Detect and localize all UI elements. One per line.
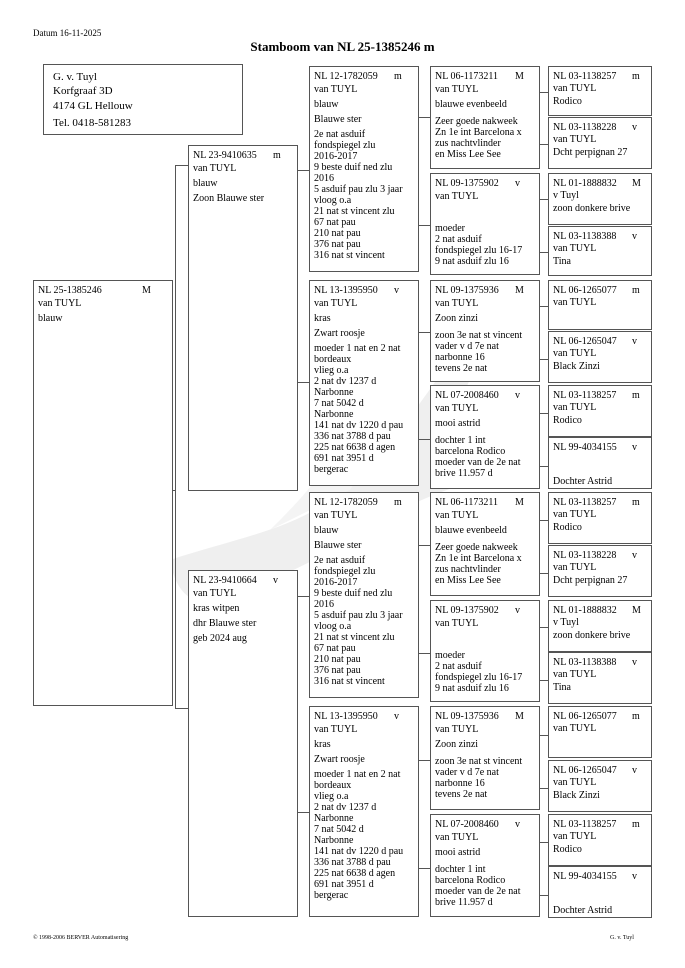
detail-line: van TUYL [553,831,597,842]
detail-line: dhr Blauwe ster [193,618,257,629]
note-line: 2e nat asduif [314,129,366,140]
note-line: 376 nat pau [314,665,361,676]
pigeon-details [553,190,630,216]
note-line: 9 nat asduif zlu 16 [435,683,509,694]
ring-number: NL 06-1265077 [553,711,617,722]
ring-number: NL 25-1385246 [38,285,102,296]
detail-line: van TUYL [553,669,597,680]
note-line: 67 nat pau [314,643,356,654]
sex-marker: v [632,550,637,561]
note-line: 67 nat pau [314,217,356,228]
sex-marker: m [632,819,640,830]
note-line: Narbonne [314,813,354,824]
note-line: 2 nat asduif [435,661,482,672]
pigeon-card-g3g [430,706,540,810]
note-line: zus nachtvlinder [435,138,501,149]
detail-line: van TUYL [553,134,597,145]
sex-marker: m [632,390,640,401]
detail-line: geb 2024 aug [193,633,247,644]
note-line: 5 asduif pau zlu 3 jaar [314,184,403,195]
note-line: moeder [435,223,465,234]
ring-number: NL 03-1138228 [553,122,617,133]
sex-marker: m [394,497,402,508]
note-line: 7 nat 5042 d [314,824,364,835]
ring-number: NL 09-1375902 [435,605,499,616]
detail-line: blauw [314,525,339,536]
ring-number: NL 03-1138257 [553,819,617,830]
pigeon-details [553,402,596,428]
sex-marker: v [632,442,637,453]
note-line: moeder 1 nat en 2 nat [314,769,401,780]
sex-marker: v [632,657,637,668]
sex-marker: m [632,71,640,82]
owner-street: Korfgraaf 3D [53,85,113,97]
sex-marker: m [273,150,281,161]
detail-line: Rodico [553,844,582,855]
ring-number: NL 06-1265077 [553,285,617,296]
pigeon-card-g3f [430,600,540,702]
note-line: 21 nat st vincent zlu [314,632,395,643]
detail-line: blauwe evenbeeld [435,99,507,110]
ring-number: NL 03-1138257 [553,71,617,82]
detail-line: van TUYL [553,562,597,573]
note-line: 225 nat 6638 d agen [314,868,396,879]
detail-line: blauwe evenbeeld [435,525,507,536]
note-line: brive 11.957 d [435,468,493,479]
ring-number: NL 09-1375936 [435,711,499,722]
note-line: bergerac [314,890,349,901]
ring-number: NL 07-2008460 [435,819,499,830]
note-line: bordeaux [314,780,352,791]
performance-notes [435,756,522,800]
note-line: 336 nat 3788 d pau [314,431,391,442]
pigeon-details [553,83,596,109]
detail-line: zoon donkere brive [553,203,631,214]
note-line: 141 nat dv 1220 d pau [314,420,404,431]
note-line: narbonne 16 [435,352,485,363]
detail-line: Black Zinzi [553,361,600,372]
ring-number: NL 06-1173211 [435,497,499,508]
ring-number: NL 03-1138257 [553,497,617,508]
sex-marker: m [632,711,640,722]
note-line: fondspiegel zlu 16-17 [435,245,523,256]
detail-line: blauw [38,313,63,324]
detail-line: van TUYL [553,509,597,520]
pigeon-details [314,84,362,129]
note-line: Zn 1e int Barcelona x [435,127,522,138]
pigeon-details [435,724,478,754]
detail-line: Zwart roosje [314,328,365,339]
detail-line: Rodico [553,415,582,426]
ring-number: NL 06-1265047 [553,765,617,776]
ring-number: NL 03-1138388 [553,657,617,668]
sex-marker: v [515,605,520,616]
detail-line: van TUYL [435,724,479,735]
detail-line: blauw [314,99,339,110]
detail-line: Dcht perpignan 27 [553,575,628,586]
pigeon-card-g4k [548,600,652,652]
page-title: Stamboom van NL 25-1385246 m [250,39,435,54]
ring-number: NL 13-1395950 [314,285,378,296]
performance-notes [314,769,403,901]
detail-line: van TUYL [435,618,479,629]
note-line: 2 nat dv 1237 d [314,802,377,813]
footer-owner: G. v. Tuyl [610,935,634,941]
detail-line: van TUYL [435,191,479,202]
detail-line: Rodico [553,522,582,533]
detail-line: Dcht perpignan 27 [553,147,628,158]
sex-marker: v [632,122,637,133]
note-line: en Miss Lee See [435,575,501,586]
note-line: 316 nat st vincent [314,676,385,687]
pigeon-card-g4f [548,331,652,383]
performance-notes [553,476,612,487]
detail-line: mooi astrid [435,418,481,429]
detail-line: van TUYL [435,510,479,521]
note-line: 2 nat asduif [435,234,482,245]
note-line: moeder van de 2e nat [435,457,521,468]
detail-line: Zoon zinzi [435,739,479,750]
ring-number: NL 06-1173211 [435,71,499,82]
sex-marker: v [273,575,278,586]
performance-notes [314,343,403,475]
note-line: 2016 [314,599,334,610]
pigeon-details [435,298,478,328]
ring-number: NL 99-4034155 [553,871,617,882]
pigeon-details [38,298,81,328]
note-line: barcelona Rodico [435,875,506,886]
detail-line: van TUYL [435,84,479,95]
sex-marker: v [632,765,637,776]
pigeon-card-g3d [430,385,540,489]
pigeon-card-g4l [548,652,652,704]
note-line: vader v d 7e nat [435,767,499,778]
detail-line: van TUYL [193,163,237,174]
note-line: vlieg o.a [314,791,349,802]
pigeon-card-g4p [548,866,652,918]
performance-notes [435,864,521,908]
note-line: 336 nat 3788 d pau [314,857,391,868]
pigeon-card-g2a [309,66,419,272]
detail-line: van TUYL [553,243,597,254]
sex-marker: v [632,336,637,347]
performance-notes [435,330,522,374]
detail-line: Blauwe ster [314,540,362,551]
note-line: 7 nat 5042 d [314,398,364,409]
sex-marker: v [632,231,637,242]
detail-line: Rodico [553,96,582,107]
ring-number: NL 07-2008460 [435,390,499,401]
ring-number: NL 03-1138228 [553,550,617,561]
pigeon-details [435,84,507,114]
pigeon-details [553,669,596,695]
ring-number: NL 06-1265047 [553,336,617,347]
ring-number: NL 23-9410635 [193,150,257,161]
detail-line: van TUYL [553,83,597,94]
pigeon-card-g3c [430,280,540,382]
ring-number: NL 12-1782059 [314,71,378,82]
note-line: moeder [435,650,465,661]
note-line: dochter 1 int [435,864,486,875]
note-line: bergerac [314,464,349,475]
pigeon-details [553,243,596,269]
sex-marker: m [632,497,640,508]
detail-line: van TUYL [435,403,479,414]
pigeon-card-g4e [548,280,652,330]
note-line: vlieg o.a [314,365,349,376]
pigeon-card-g4g [548,385,652,437]
note-line: zoon 3e nat st vincent [435,330,523,341]
ring-number: NL 12-1782059 [314,497,378,508]
pigeon-card-g4d [548,226,652,276]
performance-notes [435,542,522,586]
note-line: 210 nat pau [314,228,361,239]
owner-phone: Tel. 0418-581283 [53,117,132,129]
detail-line: van TUYL [435,298,479,309]
note-line: 9 beste duif ned zlu [314,588,393,599]
ring-number: NL 13-1395950 [314,711,378,722]
pigeon-details [435,832,480,862]
note-line: vloog o.a [314,621,352,632]
pigeon-card-g2b [309,280,419,486]
pigeon-card-g4o [548,814,652,866]
sex-marker: m [632,285,640,296]
note-line: 2 nat dv 1237 d [314,376,377,387]
detail-line: kras witpen [193,603,240,614]
note-line: 21 nat st vincent zlu [314,206,395,217]
note-line: 141 nat dv 1220 d pau [314,846,404,857]
note-line: tevens 2e nat [435,363,488,374]
note-line: Narbonne [314,387,354,398]
pigeon-details [193,588,256,648]
note-line: 691 nat 3951 d [314,453,374,464]
pigeon-details [553,617,630,643]
note-line: dochter 1 int [435,435,486,446]
sex-marker: m [394,71,402,82]
sex-marker: v [394,285,399,296]
performance-notes [314,555,403,687]
note-line: zoon 3e nat st vincent [435,756,523,767]
print-date: Datum 16-11-2025 [33,28,102,38]
detail-line: zoon donkere brive [553,630,631,641]
pigeon-card-g1a [188,145,298,491]
sex-marker: v [632,871,637,882]
note-line: Dochter Astrid [553,476,613,487]
note-line: fondspiegel zlu [314,566,376,577]
sex-marker: v [515,390,520,401]
detail-line: Black Zinzi [553,790,600,801]
note-line: 691 nat 3951 d [314,879,374,890]
pigeon-details [553,348,600,374]
sex-marker: M [142,285,151,296]
note-line: 225 nat 6638 d agen [314,442,396,453]
ring-number: NL 03-1138388 [553,231,617,242]
note-line: moeder van de 2e nat [435,886,521,897]
owner-box [43,64,243,135]
detail-line: van TUYL [314,298,358,309]
pigeon-card-g3a [430,66,540,169]
performance-notes [435,223,522,267]
note-line: 2e nat asduif [314,555,366,566]
performance-notes [435,435,521,479]
pigeon-card-g3e [430,492,540,596]
detail-line: Blauwe ster [314,114,362,125]
note-line: en Miss Lee See [435,149,501,160]
note-line: zus nachtvlinder [435,564,501,575]
note-line: vader v d 7e nat [435,341,499,352]
detail-line: v Tuyl [553,617,579,628]
performance-notes [314,129,403,261]
pigeon-card-g4m [548,706,652,758]
sex-marker: M [515,285,524,296]
detail-line: Zoon zinzi [435,313,479,324]
owner-name: G. v. Tuyl [53,71,97,83]
pigeon-details [553,134,627,160]
detail-line: van TUYL [553,297,597,308]
note-line: fondspiegel zlu 16-17 [435,672,523,683]
pigeon-card-g4h [548,437,652,489]
note-line: Narbonne [314,835,354,846]
pigeon-card-g3h [430,814,540,917]
pigeon-details [553,297,596,310]
detail-line: mooi astrid [435,847,481,858]
note-line: fondspiegel zlu [314,140,376,151]
pigeon-details [553,509,596,535]
note-line: tevens 2e nat [435,789,488,800]
note-line: 376 nat pau [314,239,361,250]
detail-line: van TUYL [553,348,597,359]
detail-line: van TUYL [38,298,82,309]
sex-marker: M [515,711,524,722]
pigeon-card-g2c [309,492,419,698]
pigeon-card-g3b [430,173,540,275]
owner-city: 4174 GL Hellouw [53,100,133,112]
pigeon-details [193,163,264,208]
ring-number: NL 99-4034155 [553,442,617,453]
performance-notes [435,116,522,160]
pigeon-details [553,777,600,803]
performance-notes [553,905,612,916]
pigeon-details [314,724,365,769]
pigeon-card-g4c [548,173,652,225]
detail-line: Zoon Blauwe ster [193,193,265,204]
pigeon-card-g4j [548,545,652,597]
sex-marker: v [515,178,520,189]
detail-line: van TUYL [435,832,479,843]
note-line: bordeaux [314,354,352,365]
pigeon-card-g4i [548,492,652,544]
detail-line: van TUYL [314,84,358,95]
note-line: 9 nat asduif zlu 16 [435,256,509,267]
pigeon-card-g2d [309,706,419,917]
note-line: Zn 1e int Barcelona x [435,553,522,564]
pigeon-details [553,723,596,736]
note-line: narbonne 16 [435,778,485,789]
note-line: 9 beste duif ned zlu [314,162,393,173]
note-line: barcelona Rodico [435,446,506,457]
footer-copyright: © 1998-2006 BERVER Automatisering [33,935,129,941]
ring-number: NL 01-1888832 [553,605,617,616]
pigeon-details [553,562,627,588]
note-line: Narbonne [314,409,354,420]
note-line: moeder 1 nat en 2 nat [314,343,401,354]
pigeon-card-g0 [33,280,173,706]
pigeon-card-g4n [548,760,652,812]
note-line: Dochter Astrid [553,905,613,916]
detail-line: kras [314,313,331,324]
sex-marker: M [632,178,641,189]
note-line: brive 11.957 d [435,897,493,908]
performance-notes [435,650,522,694]
pigeon-details [435,510,507,540]
detail-line: van TUYL [314,724,358,735]
ring-number: NL 09-1375902 [435,178,499,189]
detail-line: Tina [553,682,571,693]
sex-marker: M [515,71,524,82]
note-line: 316 nat st vincent [314,250,385,261]
detail-line: Tina [553,256,571,267]
pigeon-card-g1b [188,570,298,917]
note-line: Zeer goede nakweek [435,542,518,553]
detail-line: van TUYL [553,723,597,734]
ring-number: NL 01-1888832 [553,178,617,189]
detail-line: van TUYL [193,588,237,599]
pigeon-details [435,403,480,433]
note-line: vloog o.a [314,195,352,206]
note-line: Zeer goede nakweek [435,116,518,127]
note-line: 2016 [314,173,334,184]
detail-line: v Tuyl [553,190,579,201]
ring-number: NL 03-1138257 [553,390,617,401]
pigeon-details [435,618,478,633]
pigeon-card-g4b [548,117,652,169]
detail-line: van TUYL [553,402,597,413]
sex-marker: v [394,711,399,722]
note-line: 5 asduif pau zlu 3 jaar [314,610,403,621]
sex-marker: M [515,497,524,508]
sex-marker: M [632,605,641,616]
pigeon-details [314,510,362,555]
pigeon-details [553,831,596,857]
detail-line: Zwart roosje [314,754,365,765]
ring-number: NL 23-9410664 [193,575,257,586]
pigeon-card-g4a [548,66,652,116]
note-line: 210 nat pau [314,654,361,665]
detail-line: van TUYL [553,777,597,788]
note-line: 2016-2017 [314,577,358,588]
ring-number: NL 09-1375936 [435,285,499,296]
note-line: 2016-2017 [314,151,358,162]
pigeon-details [314,298,365,343]
pigeon-details [435,191,478,206]
detail-line: blauw [193,178,218,189]
detail-line: van TUYL [314,510,358,521]
detail-line: kras [314,739,331,750]
sex-marker: v [515,819,520,830]
